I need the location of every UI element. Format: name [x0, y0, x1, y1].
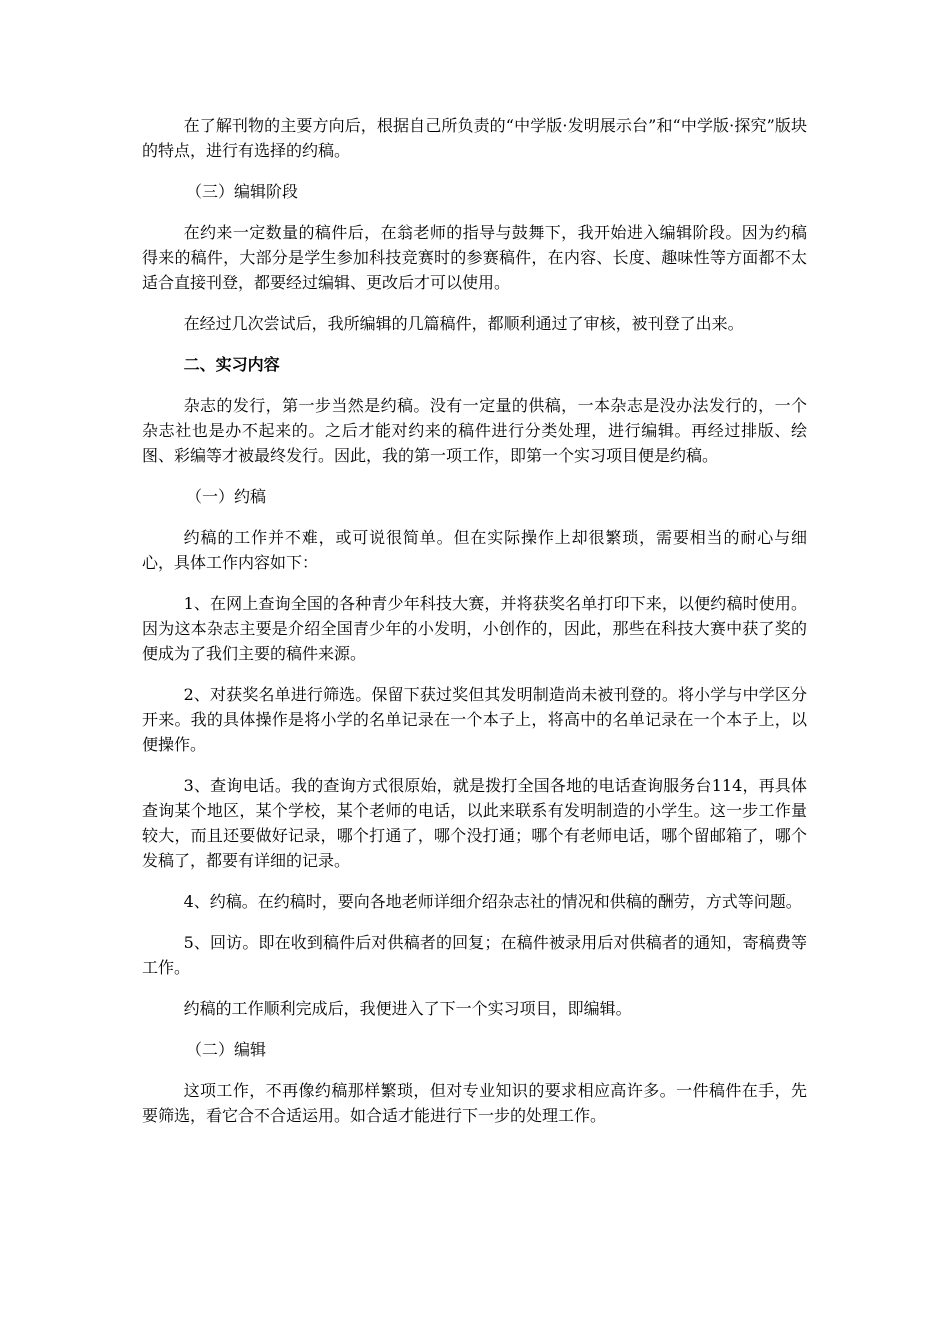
paragraph: 杂志的发行，第一步当然是约稿。没有一定量的供稿，一本杂志是没办法发行的，一个杂志社也是办不起来的。之后才能对约来的稿件进行分类处理，进行编辑。再经过排版、绘图、彩编等才被最终发行。因此，我的第一项工作，即第一个实习项目便是约稿。	[142, 396, 807, 465]
paragraph: 这项工作，不再像约稿那样繁琐，但对专业知识的要求相应高许多。一件稿件在手，先要筛选，看它合不合适运用。如合适才能进行下一步的处理工作。	[142, 1081, 807, 1125]
paragraph: 约稿的工作并不难，或可说很简单。但在实际操作上却很繁琐，需要相当的耐心与细心，具体工作内容如下：	[142, 528, 807, 572]
list-item: 3、查询电话。我的查询方式很原始，就是拨打全国各地的电话查询服务台114，再具体查询某个地区，某个学校，某个老师的电话，以此来联系有发明制造的小学生。这一步工作量较大，而且还要做好记录，哪个打通了，哪个没打通；哪个有老师电话，哪个留邮箱了，哪个发稿了，都要有详细的记录。	[142, 776, 807, 870]
section-subheading: （二）编辑	[186, 1040, 267, 1059]
paragraph: 在了解刊物的主要方向后，根据自己所负责的“中学版·发明展示台”和“中学版·探究”版块的特点，进行有选择的约稿。	[142, 116, 807, 160]
list-item: 5、回访。即在收到稿件后对供稿者的回复；在稿件被录用后对供稿者的通知，寄稿费等工作。	[142, 933, 807, 977]
section-subheading: （三）编辑阶段	[186, 182, 299, 201]
document-body	[142, 113, 807, 1144]
list-item: 4、约稿。在约稿时，要向各地老师详细介绍杂志社的情况和供稿的酬劳，方式等问题。	[183, 892, 802, 911]
section-heading: 二、实习内容	[183, 355, 280, 374]
paragraph: 约稿的工作顺利完成后，我便进入了下一个实习项目，即编辑。	[183, 999, 632, 1018]
list-item: 2、对获奖名单进行筛选。保留下获过奖但其发明制造尚未被刊登的。将小学与中学区分开来。我的具体操作是将小学的名单记录在一个本子上，将高中的名单记录在一个本子上，以便操作。	[142, 685, 807, 754]
section-subheading: （一）约稿	[186, 487, 267, 506]
list-item: 1、在网上查询全国的各种青少年科技大赛，并将获奖名单打印下来，以便约稿时使用。因为这本杂志主要是介绍全国青少年的小发明，小创作的，因此，那些在科技大赛中获了奖的便成为了我们主要的稿件来源。	[142, 594, 807, 663]
paragraph: 在经过几次尝试后，我所编辑的几篇稿件，都顺利通过了审核，被刊登了出来。	[183, 314, 744, 333]
paragraph: 在约来一定数量的稿件后，在翁老师的指导与鼓舞下，我开始进入编辑阶段。因为约稿得来的稿件，大部分是学生参加科技竞赛时的参赛稿件，在内容、长度、趣味性等方面都不太适合直接刊登，都要经过编辑、更改后才可以使用。	[142, 223, 807, 292]
